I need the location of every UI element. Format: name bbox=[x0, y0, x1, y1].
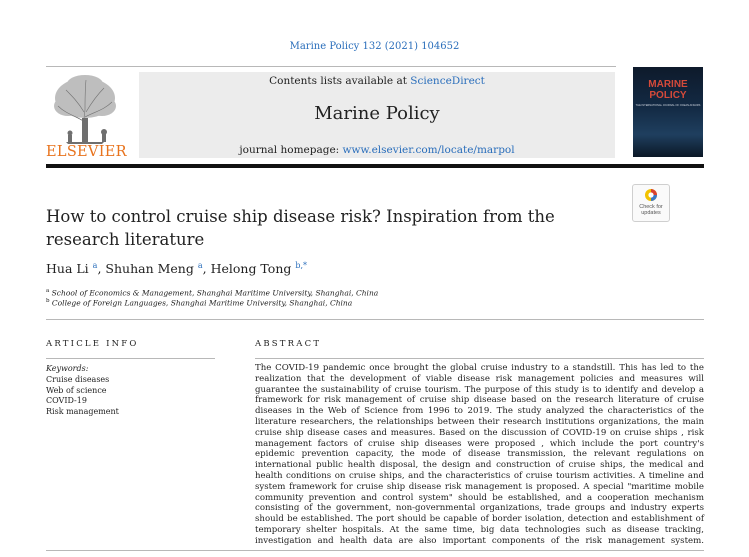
author-affiliation-sup[interactable]: a bbox=[92, 261, 98, 270]
cover-title-line2: POLICY bbox=[649, 90, 687, 101]
author-affiliation-sup[interactable]: a bbox=[197, 261, 203, 270]
contents-available-line bbox=[139, 75, 615, 87]
author-affiliation-sup[interactable]: b,* bbox=[295, 261, 308, 270]
author-name[interactable]: Helong Tong bbox=[210, 261, 292, 277]
cover-title bbox=[633, 79, 703, 101]
article-title bbox=[46, 205, 606, 251]
cover-title-line1: MARINE bbox=[648, 79, 688, 90]
elsevier-wordmark: ELSEVIER bbox=[46, 144, 127, 160]
keyword-item: Risk management bbox=[46, 406, 119, 416]
affiliation-key: b bbox=[46, 298, 50, 304]
abstract-divider bbox=[255, 358, 704, 359]
abstract-heading: ABSTRACT bbox=[255, 339, 322, 349]
article-info-heading: ARTICLE INFO bbox=[46, 339, 139, 349]
abstract-body: The COVID-19 pandemic once brought the global cruise industry to a standstill. This has led to the realization that the development of viable disease risk management policies and measures will guarantee the sustainability of cruise tourism. The purpose of this study is to identify and develop a framework for risk management of cruise ship disease based on the research literature of cruise diseases in the Web of Science from 1996 to 2019. The study analyzed the characteristics of the literature researchers, the relationships between their research institutions organizations, the main cruise ship disease cases and measures. Based on the discussion of COVID-19 on cruise ships , risk management factors of cruise ship diseases were proposed , which include the port country's epidemic prevention capacity, the mode of disease transmission, the relevant regulations on international public health disposal, the design and construction of cruise ships, the medical and health conditions on cruise ships, and the characteristics of cruise tourism activities. A timeline and system framework for cruise ship disease risk management is proposed. A special "maritime mobile community prevention and control system" should be established, and a cooperation mechanism consisting of the government, non-governmental organizations, trade groups and industry experts should be established. The port should be capable of border isolation, detection and establishment of temporary shelter hospitals. At the same time, big data technologies such as disease tracking, investigation and health data are also important components of the risk management system. bbox=[255, 363, 704, 546]
journal-name: Marine Policy bbox=[314, 103, 440, 124]
homepage-prefix: journal homepage: bbox=[239, 144, 343, 156]
article-title-line1: How to control cruise ship disease risk? Inspiration from the bbox=[46, 207, 555, 226]
top-divider bbox=[46, 66, 616, 67]
check-updates-line2: updates bbox=[641, 210, 661, 216]
affiliation-text: College of Foreign Languages, Shanghai Maritime University, Shanghai, China bbox=[51, 298, 353, 308]
journal-homepage-line bbox=[139, 144, 615, 156]
journal-homepage-link[interactable]: www.elsevier.com/locate/marpol bbox=[342, 144, 515, 156]
author-name[interactable]: Hua Li bbox=[46, 261, 89, 277]
contents-prefix: Contents lists available at bbox=[269, 75, 411, 87]
sciencedirect-link[interactable]: ScienceDirect bbox=[410, 75, 485, 87]
journal-reference-link[interactable]: Marine Policy 132 (2021) 104652 bbox=[289, 41, 460, 52]
affiliation-key: a bbox=[46, 288, 50, 294]
check-updates-line1: Check for bbox=[639, 204, 663, 210]
keyword-item: Cruise diseases bbox=[46, 375, 110, 384]
section-divider bbox=[46, 319, 704, 320]
author-name[interactable]: Shuhan Meng bbox=[105, 261, 194, 277]
keywords-label: Keywords: bbox=[46, 364, 89, 373]
check-for-updates-label bbox=[633, 204, 669, 216]
author-list: Hua Li $^a$, Shuhan Meng $^a$, Helong Tong $^{b,*}$ bbox=[46, 261, 308, 277]
header-thick-divider bbox=[46, 164, 704, 168]
check-for-updates-icon bbox=[644, 188, 658, 202]
keyword-item: COVID-19 bbox=[46, 396, 87, 405]
article-info-divider bbox=[46, 358, 215, 359]
cover-subtitle: THE INTERNATIONAL JOURNAL OF OCEAN AFFAIRS bbox=[635, 104, 701, 107]
article-title-line2: research literature bbox=[46, 230, 205, 249]
keyword-item: Web of science bbox=[46, 385, 107, 395]
bottom-divider bbox=[46, 550, 704, 551]
check-for-updates-button[interactable] bbox=[632, 184, 670, 222]
affiliation-b bbox=[46, 298, 352, 308]
affiliation-a bbox=[46, 288, 378, 298]
affiliation-text: School of Economics & Management, Shanghai Maritime University, Shanghai, China bbox=[51, 288, 379, 298]
journal-cover-thumbnail[interactable] bbox=[633, 67, 703, 157]
